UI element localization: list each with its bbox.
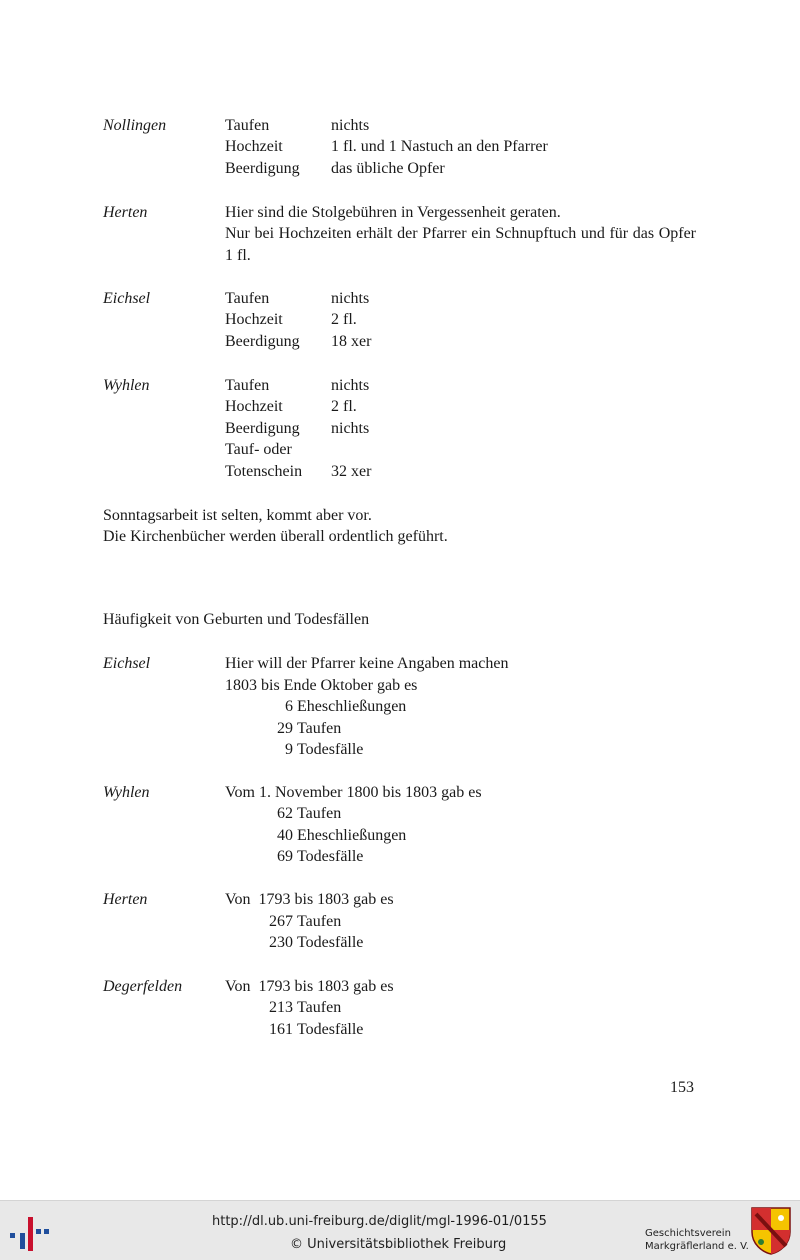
place-name: Wyhlen xyxy=(103,377,150,394)
fee-label: Hochzeit xyxy=(225,138,283,155)
society-name-line: Markgräflerland e. V. xyxy=(645,1241,749,1252)
fee-value: nichts xyxy=(331,290,370,307)
fee-label: Hochzeit xyxy=(225,398,283,415)
stats-label: Eheschließungen xyxy=(297,698,407,715)
note-line: Sonntagsarbeit ist selten, kommt aber vor. xyxy=(103,507,372,524)
stats-label: Taufen xyxy=(297,913,342,930)
fee-value: 2 fl. xyxy=(331,398,357,415)
fee-value: 32 xer xyxy=(331,463,372,480)
stats-count: 213 xyxy=(269,999,293,1016)
fee-value: nichts xyxy=(331,420,370,437)
stats-count: 267 xyxy=(269,913,293,930)
ub-freiburg-logo-icon xyxy=(8,1213,52,1253)
stats-intro: 1803 bis Ende Oktober gab es xyxy=(225,677,418,694)
fee-value: 1 fl. und 1 Nastuch an den Pfarrer xyxy=(331,138,548,155)
fee-label: Hochzeit xyxy=(225,311,283,328)
copyright-text: © Universitätsbibliothek Freiburg xyxy=(290,1237,507,1252)
place-name: Herten xyxy=(103,891,148,908)
fee-label: Beerdigung xyxy=(225,420,300,437)
stats-label: Todesfälle xyxy=(297,848,364,865)
permalink-url-link[interactable]: http://dl.ub.uni-freiburg.de/diglit/mgl-1996-01/0155 xyxy=(212,1214,547,1229)
stats-count: 9 xyxy=(285,741,293,758)
place-name: Nollingen xyxy=(103,117,167,134)
fee-label: Taufen xyxy=(225,377,270,394)
place-name: Wyhlen xyxy=(103,784,150,801)
fee-value: nichts xyxy=(331,377,370,394)
fee-label: Taufen xyxy=(225,117,270,134)
note-line: Die Kirchenbücher werden überall ordentlich geführt. xyxy=(103,528,448,545)
place-name: Eichsel xyxy=(103,655,151,672)
stats-count: 62 xyxy=(277,805,293,822)
stats-label: Taufen xyxy=(297,805,342,822)
stats-label: Taufen xyxy=(297,999,342,1016)
stats-label: Todesfälle xyxy=(297,1021,364,1038)
fee-label: Totenschein xyxy=(225,463,303,480)
place-name: Degerfelden xyxy=(103,978,183,995)
fee-value: das übliche Opfer xyxy=(331,160,445,177)
fee-label: Taufen xyxy=(225,290,270,307)
stats-label: Eheschließungen xyxy=(297,827,407,844)
stats-count: 29 xyxy=(277,720,293,737)
fee-value: nichts xyxy=(331,117,370,134)
stats-intro: Von 1793 bis 1803 gab es xyxy=(225,891,394,908)
place-name: Eichsel xyxy=(103,290,151,307)
stats-count: 40 xyxy=(277,827,293,844)
section-heading: Häufigkeit von Geburten und Todesfällen xyxy=(103,611,370,628)
stats-intro: Vom 1. November 1800 bis 1803 gab es xyxy=(225,784,482,801)
footer-bar xyxy=(0,1200,800,1260)
fee-label: Tauf- oder xyxy=(225,441,292,458)
stats-label: Taufen xyxy=(297,720,342,737)
place-name: Herten xyxy=(103,204,148,221)
stats-intro: Hier will der Pfarrer keine Angaben machen xyxy=(225,655,509,672)
society-name xyxy=(645,1227,749,1253)
fee-label: Beerdigung xyxy=(225,160,300,177)
page-number: 153 xyxy=(670,1079,694,1096)
stats-count: 6 xyxy=(285,698,293,715)
fee-value: 18 xer xyxy=(331,333,372,350)
stats-label: Todesfälle xyxy=(297,741,364,758)
stats-intro: Von 1793 bis 1803 gab es xyxy=(225,978,394,995)
coat-of-arms-icon xyxy=(750,1206,792,1256)
stats-count: 230 xyxy=(269,934,293,951)
society-name-line: Geschichtsverein xyxy=(645,1228,731,1239)
fee-text: Hier sind die Stolgebühren in Vergessenheit geraten. xyxy=(225,204,561,221)
stats-count: 161 xyxy=(269,1021,293,1038)
fee-value: 2 fl. xyxy=(331,311,357,328)
fee-paragraph: Nur bei Hochzeiten erhält der Pfarrer ein Schnupftuch und für das Opfer 1 fl. xyxy=(225,225,696,264)
fee-label: Beerdigung xyxy=(225,333,300,350)
stats-count: 69 xyxy=(277,848,293,865)
stats-label: Todesfälle xyxy=(297,934,364,951)
